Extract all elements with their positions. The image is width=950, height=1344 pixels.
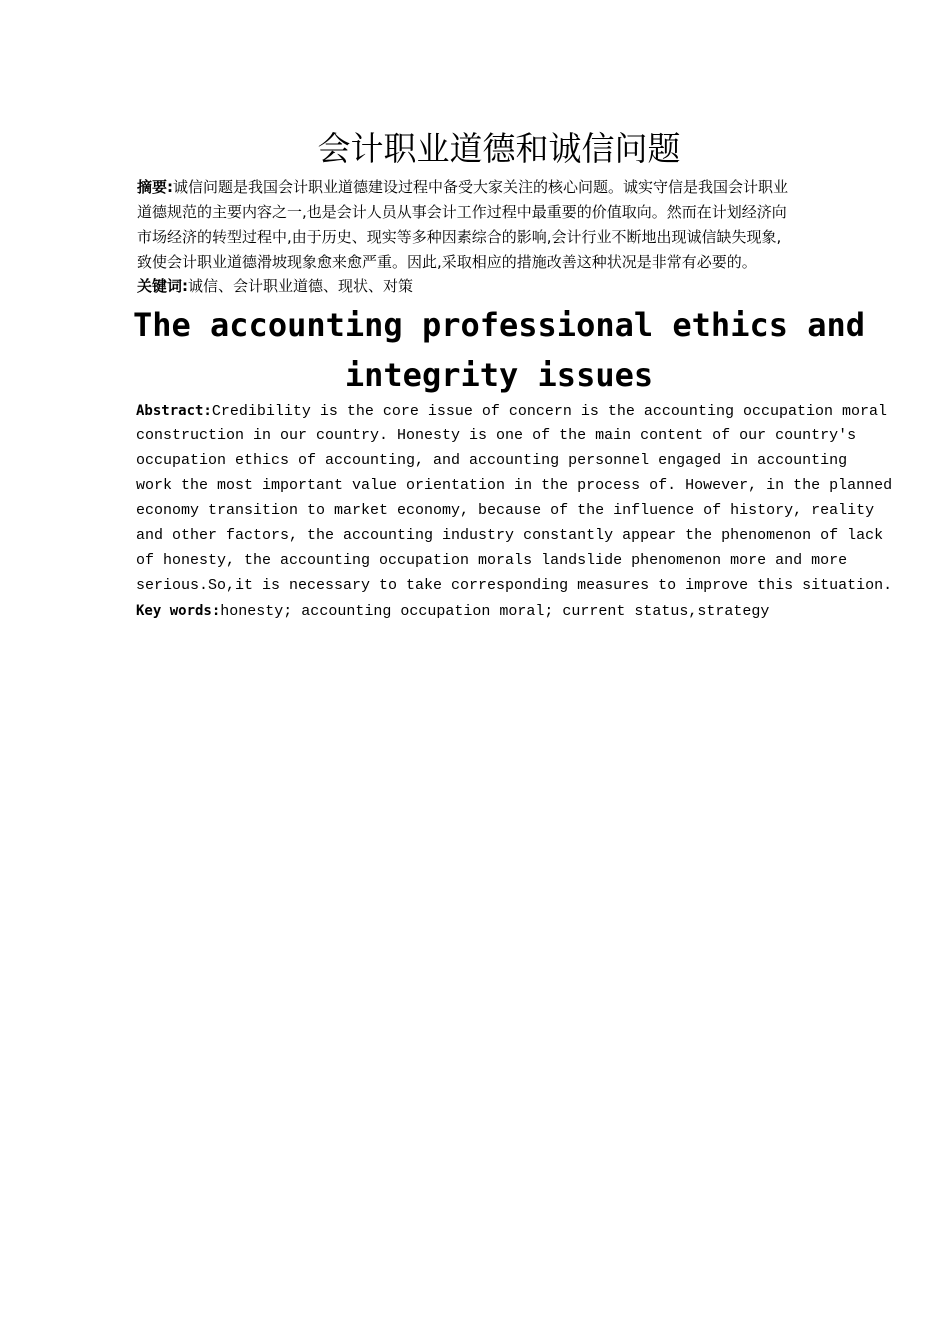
- english-title-line-2: integrity issues: [344, 356, 654, 394]
- chinese-abstract-line-4: 致使会计职业道德滑坡现象愈来愈严重。因此,采取相应的措施改善这种状况是非常有必要的。: [137, 253, 757, 271]
- chinese-keywords-label: 关键词:: [137, 277, 188, 295]
- english-abstract-label: Abstract:: [136, 403, 212, 419]
- english-keywords-label: Key words:: [136, 603, 221, 619]
- english-abstract-line-5: economy transition to market economy, because of the influence of history, reality: [136, 502, 875, 519]
- english-abstract-line-1: [136, 400, 887, 423]
- english-title-line-1: The accounting professional ethics and: [132, 306, 866, 344]
- english-abstract-line-2: construction in our country. Honesty is one of the main content of our country's: [136, 427, 857, 444]
- chinese-keywords-text: 诚信、会计职业道德、现状、对策: [188, 277, 414, 295]
- english-abstract-line-3: occupation ethics of accounting, and accounting personnel engaged in accounting: [136, 452, 848, 469]
- chinese-abstract-line-2: 道德规范的主要内容之一,也是会计人员从事会计工作过程中最重要的价值取向。然而在计划经济向: [137, 203, 787, 221]
- english-keywords-text: honesty; accounting occupation moral; current status,strategy: [220, 603, 770, 620]
- english-abstract-text: Credibility is the core issue of concern is the accounting occupation moral: [211, 403, 887, 420]
- english-abstract-line-7: of honesty, the accounting occupation morals landslide phenomenon more and more: [136, 552, 848, 569]
- english-abstract-line-4: work the most important value orientation in the process of. However, in the planned: [136, 477, 893, 494]
- english-abstract-line-6: and other factors, the accounting industry constantly appear the phenomenon of lack: [136, 527, 884, 544]
- english-abstract-line-8: serious.So,it is necessary to take corresponding measures to improve this situation.: [136, 577, 893, 594]
- english-keywords: [136, 600, 769, 623]
- chinese-keywords: [137, 275, 413, 297]
- chinese-abstract-line-1: [137, 176, 788, 198]
- chinese-title: 会计职业道德和诚信问题: [317, 129, 681, 168]
- chinese-abstract-label: 摘要:: [137, 178, 173, 196]
- chinese-abstract-line-3: 市场经济的转型过程中,由于历史、现实等多种因素综合的影响,会计行业不断地出现诚信缺失现象,: [137, 228, 782, 246]
- chinese-abstract-text: 诚信问题是我国会计职业道德建设过程中备受大家关注的核心问题。诚实守信是我国会计职业: [173, 178, 789, 196]
